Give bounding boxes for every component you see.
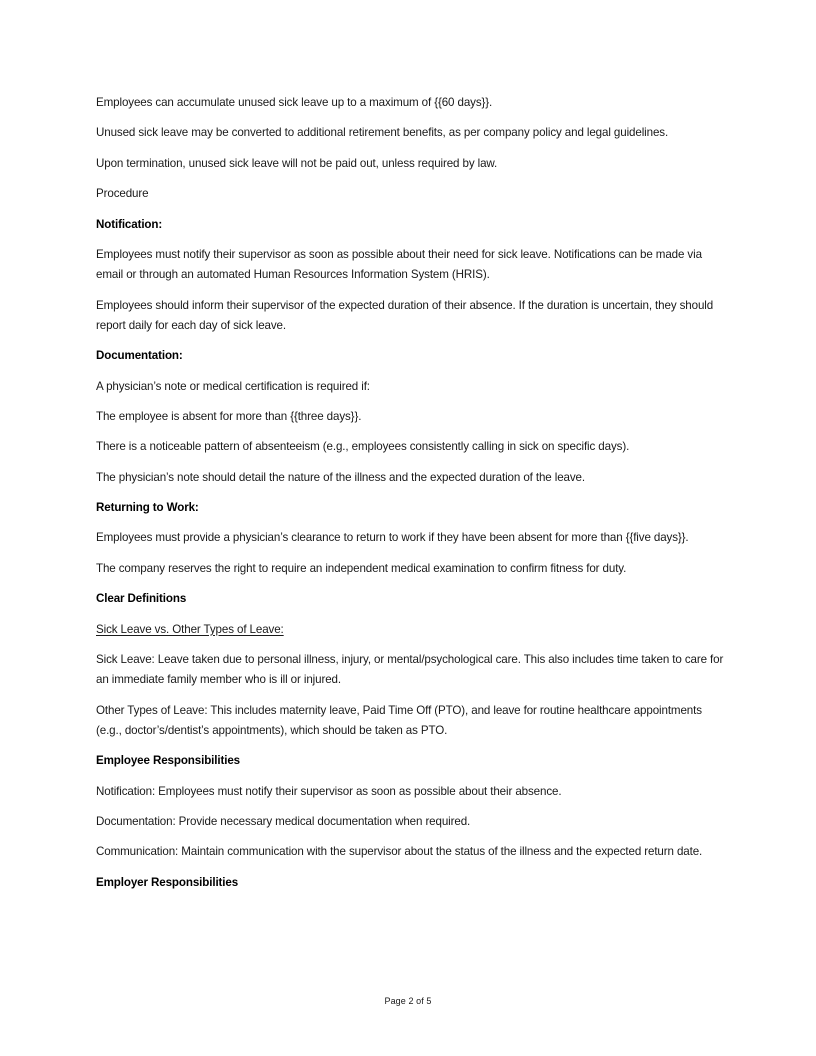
employee-documentation: Documentation: Provide necessary medical documentation when required. xyxy=(96,815,471,829)
documentation-heading: Documentation: xyxy=(96,349,183,363)
employee-notification: Notification: Employees must notify their supervisor as soon as possible about their absence. xyxy=(96,784,562,798)
conversion-retirement: Unused sick leave may be converted to additional retirement benefits, as per company policy and legal guidelines. xyxy=(96,126,669,140)
employer-responsibilities-heading: Employer Responsibilities xyxy=(96,875,239,889)
documentation-pattern: There is a noticeable pattern of absenteeism (e.g., employees consistently calling in sick on specific days). xyxy=(96,440,630,454)
documentation-three-days: The employee is absent for more than {{three days}}. xyxy=(96,409,362,423)
documentation-note-detail: The physician’s note should detail the nature of the illness and the expected duration of the leave. xyxy=(96,470,585,484)
notification-notify: Employees must notify their supervisor as soon as possible about their need for sick leave. Notifications can be made via email or through an automated Human Resources Information System (HRIS). xyxy=(96,247,702,282)
employee-communication: Communication: Maintain communication with the supervisor about the status of the illness and the expected return date. xyxy=(96,845,703,859)
procedure-label: Procedure xyxy=(96,187,149,201)
notification-heading: Notification: xyxy=(96,217,163,231)
clear-definitions-heading: Clear Definitions xyxy=(96,592,187,606)
notification-duration: Employees should inform their supervisor of the expected duration of their absence. If the duration is uncertain, they should report daily for each day of sick leave. xyxy=(96,298,714,332)
returning-clearance: Employees must provide a physician’s clearance to return to work if they have been absent for more than {{five days}}. xyxy=(96,531,689,545)
page-footer: Page 2 of 5 xyxy=(384,996,432,1006)
other-leave-definition: Other Types of Leave: This includes maternity leave, Paid Time Off (PTO), and leave for routine healthcare appointments (e.g., doctor’s/dentist’s appointments), which should be taken as PTO. xyxy=(96,703,702,737)
documentation-required-if: A physician’s note or medical certification is required if: xyxy=(96,379,370,393)
returning-heading: Returning to Work: xyxy=(96,501,199,515)
sick-vs-other-subheading-text: Sick Leave vs. Other Types of Leave: xyxy=(96,622,284,636)
employee-responsibilities-heading: Employee Responsibilities xyxy=(96,754,240,768)
returning-exam: The company reserves the right to require an independent medical examination to confirm fitness for duty. xyxy=(96,561,627,575)
sick-leave-definition: Sick Leave: Leave taken due to personal illness, injury, or mental/psychological care. This also includes time taken to care for an immediate family member who is ill or injured. xyxy=(96,653,724,687)
termination-payout: Upon termination, unused sick leave will not be paid out, unless required by law. xyxy=(96,156,498,170)
document-body xyxy=(96,93,724,903)
accumulate-cap: Employees can accumulate unused sick leave up to a maximum of {{60 days}}. xyxy=(96,96,493,109)
sick-vs-other-subheading xyxy=(96,620,724,640)
